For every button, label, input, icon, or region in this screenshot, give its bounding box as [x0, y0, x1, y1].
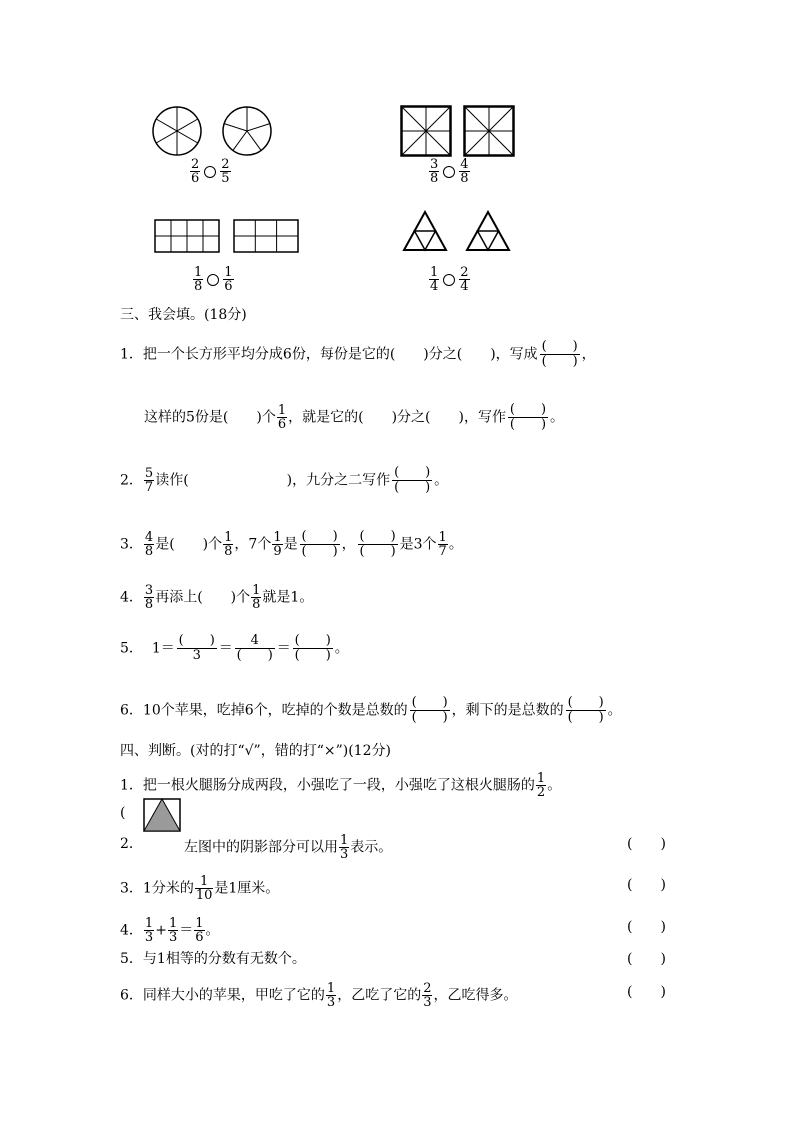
compare-circle-blank[interactable]	[443, 274, 455, 286]
answer-fraction-blank[interactable]: $\frac{( )}{( )}$	[509, 402, 547, 432]
compare-triangles: $\frac{1}{4}$ $\frac{2}{4}$	[430, 265, 469, 294]
answer-fraction-blank[interactable]: $\frac{( )}{( )}$	[411, 695, 448, 725]
triangle-quarters-figure-1	[402, 210, 448, 252]
compare-circle-blank[interactable]	[204, 166, 216, 178]
judge-2: 2．	[120, 836, 143, 852]
answer-fraction-blank[interactable]: $\frac{( )}{3}$	[178, 633, 215, 663]
rectangle-eighths-figure	[154, 219, 220, 253]
judge-6-answer[interactable]: ( )	[627, 984, 666, 1000]
section4-heading: 四、判断。(对的打“√”，错的打“×”)(12分)	[120, 743, 391, 759]
section3-heading: 三、我会填。(18分)	[120, 307, 247, 323]
judge-2-text: 左图中的阴影部分可以用 $\frac{1}{3}$ 表示。	[184, 833, 393, 862]
judge-3-answer[interactable]: ( )	[627, 877, 666, 893]
triangle-quarters-figure-2	[465, 210, 511, 252]
square-eighths-figure-1	[400, 105, 452, 157]
circle-sixths-figure	[150, 104, 204, 158]
judge-3: 3．1分米的 $\frac{1}{10}$ 是1厘米。	[120, 874, 280, 903]
judge-5: 5．与1相等的分数有无数个。	[120, 951, 306, 967]
question-1b: 这样的5份是( )个 $\frac{1}{6}$ ，就是它的( )分之( )，写作 $\frac{( )}{( )}$ 。	[144, 402, 564, 432]
judge-4-answer[interactable]: ( )	[627, 919, 666, 935]
shaded-triangle-figure	[143, 798, 181, 832]
judge-1: 1．把一根火腿肠分成两段，小强吃了一段，小强吃了这根火腿肠的 $\frac{1}{2}$ 。	[120, 771, 562, 800]
compare-squares: $\frac{3}{8}$ $\frac{4}{8}$	[430, 157, 469, 186]
judge-2-answer[interactable]: ( )	[627, 836, 666, 852]
question-4: 4． $\frac{3}{8}$ 再添上( )个 $\frac{1}{8}$ 就是1。	[120, 583, 314, 612]
judge-6: 6．同样大小的苹果，甲吃了它的 $\frac{1}{3}$ ，乙吃了它的 $\frac{2}{3}$ ，乙吃得多。	[120, 981, 518, 1010]
circle-fifths-figure	[220, 104, 274, 158]
judge-1-paren: (	[120, 805, 126, 821]
answer-fraction-blank[interactable]: $\frac{( )}{( )}$	[394, 465, 431, 495]
answer-fraction-blank[interactable]: $\frac{( )}{( )}$	[567, 695, 604, 725]
question-1a: 1．把一个长方形平均分成6份，每份是它的( )分之( )，写成 $\frac{( )}{( )}$ ，	[120, 339, 596, 369]
rectangle-sixths-figure	[233, 219, 299, 253]
question-2: 2． $\frac{5}{7}$ 读作( )，九分之二写作 $\frac{( )}{( )}$ 。	[120, 465, 449, 495]
compare-circle-blank[interactable]	[207, 274, 219, 286]
question-6: 6．10个苹果，吃掉6个，吃掉的个数是总数的 $\frac{( )}{( )}$ ，剩下的是总数的 $\frac{( )}{( )}$ 。	[120, 695, 622, 725]
question-5: 5． 1＝ $\frac{( )}{3}$ ＝ $\frac{4}{( )}$ ＝ $\frac{( )}{( )}$ 。	[120, 633, 349, 663]
answer-fraction-blank[interactable]: $\frac{( )}{( )}$	[301, 529, 338, 559]
answer-fraction-blank[interactable]: $\frac{4}{( )}$	[236, 633, 273, 663]
compare-circles: $\frac{2}{6}$ $\frac{2}{5}$	[191, 157, 230, 186]
question-3: 3． $\frac{4}{8}$ 是( )个 $\frac{1}{8}$ ，7个 $\frac{1}{9}$ 是 $\frac{( )}{( )}$ ， $\frac{( )}{( )}$ 是3个 $\frac{1}{7}$ 。	[120, 529, 463, 559]
square-eighths-figure-2	[463, 105, 515, 157]
answer-fraction-blank[interactable]: $\frac{( )}{( )}$	[359, 529, 396, 559]
answer-fraction-blank[interactable]: $\frac{( )}{( )}$	[541, 339, 578, 369]
judge-5-answer[interactable]: ( )	[627, 951, 666, 967]
compare-rectangles: $\frac{1}{8}$ $\frac{1}{6}$	[194, 265, 233, 294]
compare-circle-blank[interactable]	[443, 166, 455, 178]
judge-4: 4． $\frac{1}{3}$ + $\frac{1}{3}$ ＝ $\frac{1}{6}$ 。	[120, 916, 220, 945]
answer-fraction-blank[interactable]: $\frac{( )}{( )}$	[294, 633, 331, 663]
